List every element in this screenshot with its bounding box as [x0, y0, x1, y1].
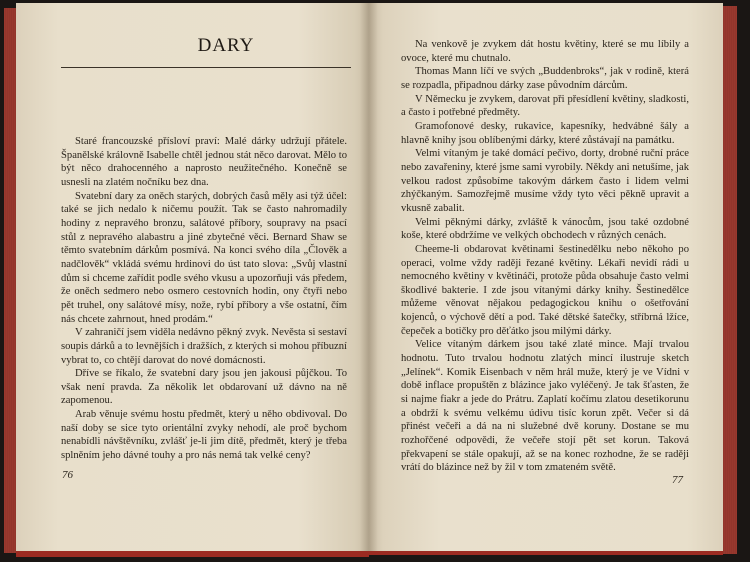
left-cover-edge: [4, 8, 16, 553]
left-page-text: [61, 135, 347, 463]
paragraph: Velmi pěknými dárky, zvláště k vánocům, jsou také ozdobné koše, které obdržíme ve velkých obchodech v různých cenách.: [401, 216, 689, 242]
paragraph: Na venkově je zvykem dát hostu květiny, které se mu líbily a ovoce, které mu chutnalo.: [401, 39, 689, 64]
left-page: [16, 3, 369, 557]
paragraph: Thomas Mann líčí ve svých „Buddenbroks“, jak v rodině, která se rozpadla, připadnou dárky zase původním dárcům.: [401, 66, 689, 91]
page-number-left: 76: [62, 469, 73, 481]
paragraph: Svatební dary za oněch starých, dobrých časů měly asi týž účel: také se jich nedalo k ničemu použít. Tak se často nahromadily hodiny z nepravého bronzu, salátové příbory, soupravy na psací stůl z nepravého alabastru a jiné zbytečné věci. Bernard Shaw se těmto svatebním dárkům posmívá. Na konci svého díla „Člověk a nadčlověk“ vkládá svému hrdinovi do úst tato slova: „Svůj vlastní dům si chceme zařídit podle svého vkusu a upozorňuji vás předem, že oněch sedmero nebo osmero cestovních hodin, ony čtyři nebo pět truhel, ony salátové mísy, nože, rybí příbory a vše ostatní, čím nás chcete zahrnout, hned prodám.“: [61, 190, 347, 325]
title-rule: [61, 67, 351, 68]
paragraph: Arab věnuje svému hostu předmět, který u něho obdivoval. Do naší doby se sice tyto orientální zvyky nehodí, ale proč bychom nenabídli návštěvníku, zvlášť je-li jim dítě, předmět, který je třeba splněním jeho dávné touhy a pro nás nemá tak velké ceny?: [61, 409, 347, 462]
paragraph: Dříve se říkalo, že svatební dary jsou jen jakousi půjčkou. To však není pravda. Za několik let obdarovaní už dávno na ně zapomenou.: [61, 368, 347, 407]
paragraph: Velmi vítaným je také domácí pečivo, dorty, drobné ruční práce nebo zavařeniny, které jsme sami vyrobily. Někdy ani netušíme, jak velkou radost způsobíme takovým dárkem často i lidem velmi zhýčkaným. Samozřejmě musíme vždy tyto věci pěkně upravit a vkusně zabalit.: [401, 148, 689, 214]
paragraph: V zahraničí jsem viděla nedávno pěkný zvyk. Nevěsta si sestaví soupis dárků a to levnějších i dražších, z kterých si mohou příbuzní vybrat to, co chtějí darovat do nové domácnosti.: [61, 327, 347, 366]
paragraph: Velice vítaným dárkem jsou také zlaté mince. Mají trvalou hodnotu. Tuto trvalou hodnotu zlatých mincí ilustruje sketch „Jelínek“. Komik Eisenbach v něm hrál muže, který je ve Vídni v době inflace propuštěn z blázince jako vyléčený. Je tak šťasten, že si najme fiakr a jede do Prátru. Zaplatí kočímu zlatou desetikorunu a obdrží k svému velkému údivu tisíc korun zpět. Večer si dá přinést večeři a dá na ni služebné dvě koruny. Dostane se mu rozhořčené odpovědi, že večeře stojí pět set korun. Taková překvapení se stále opakují, až se na konec rozhodne, že se raději vrátí do blázince než by žil v tom zmateném světě.: [401, 339, 689, 474]
book-gutter: [360, 3, 378, 551]
page-number-right: 77: [672, 474, 683, 486]
paragraph: Gramofonové desky, rukavice, kapesníky, hedvábné šály a hlavně knihy jsou oblíbenými dárky, které zůstávají na památku.: [401, 120, 689, 146]
paragraph: Staré francouzské přísloví praví: Malé dárky udržují přátele. Španělské královně Isabelle chtěl jednou stát něco darovat. Mělo to být něco drahocenného a naprosto neužitečného. Konečně se usnesli na zlatém nočníku bez dna.: [61, 136, 347, 188]
chapter-title: DARY: [197, 35, 255, 56]
right-page-text: [401, 38, 689, 475]
paragraph: V Německu je zvykem, darovat při přesídlení květiny, sladkosti, a často i potřebné předměty.: [401, 93, 689, 119]
right-page: [369, 3, 723, 555]
paragraph: Cheeme-li obdarovat květinami šestinedělku nebo někoho po operaci, volme vždy raději řezané květiny. Lékaři nevidí rádi u nemocného květiny v květináči, protože půda obsahuje často velmi škodlivé bakterie. I zde jsou vítanými dárky knihy. Šestinedělce můžeme věnovat nějakou pedagogickou knihu o ošetřování kojenců, o výchově dětí a pod. Také dětské šatečky, stříbrná lžíce, čepeček a botičky pro děťátko jsou milými dárky.: [401, 243, 689, 337]
right-cover-edge: [723, 6, 737, 554]
